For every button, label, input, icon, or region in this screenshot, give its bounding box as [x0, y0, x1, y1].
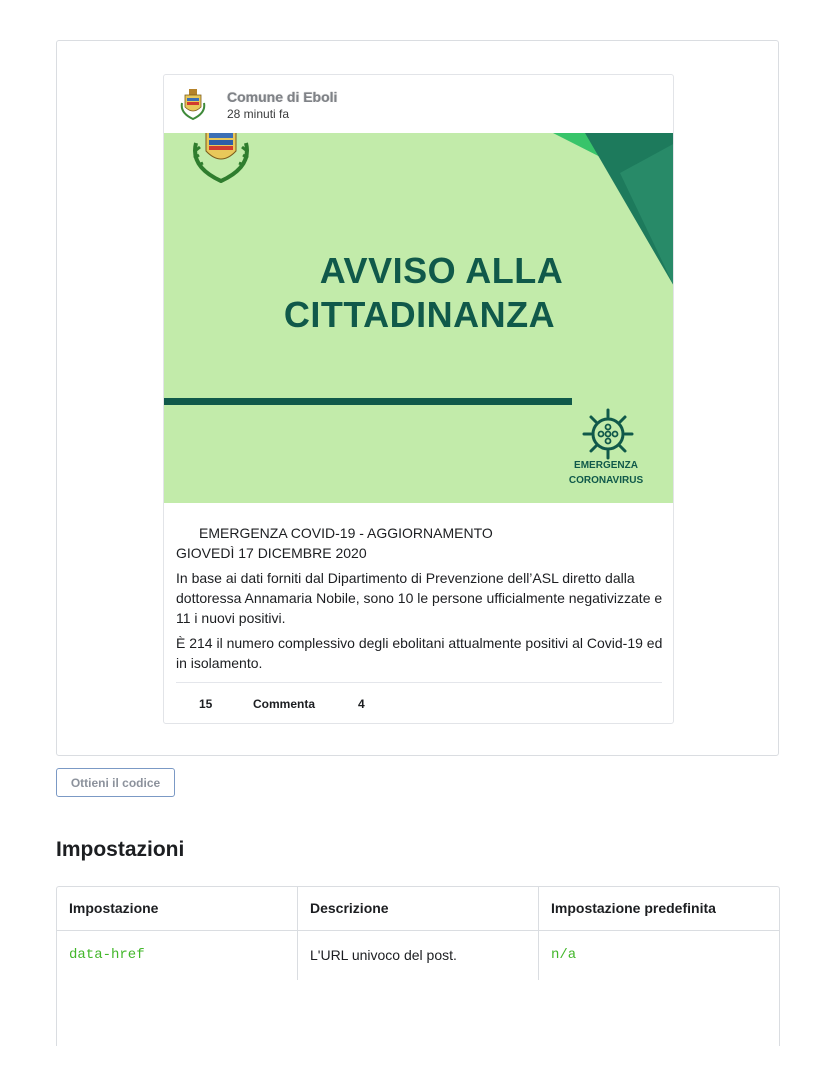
post-paragraph-2: È 214 il numero complessivo degli ebolitani attualmente positivi al Covid-19 ed in isolamento.: [176, 635, 663, 671]
post-footer: [176, 682, 662, 723]
coronavirus-icon: [582, 408, 634, 460]
page-avatar-crest-icon[interactable]: [180, 89, 206, 121]
column-header-default: Impostazione predefinita: [551, 900, 716, 916]
column-header-setting: Impostazione: [57, 887, 298, 930]
setting-description-cell: L'URL univoco del post.: [298, 930, 539, 980]
municipal-crest-icon: [190, 133, 252, 183]
get-code-button[interactable]: Ottieni il codice: [56, 768, 175, 797]
badge-emergenza: EMERGENZA: [574, 460, 638, 471]
table-header-row: [57, 887, 780, 931]
image-headline-line2: CITTADINANZA: [283, 294, 556, 335]
setting-default-cell: n/a: [551, 947, 577, 963]
settings-table: [56, 886, 780, 1046]
post-text: [176, 523, 666, 673]
comment-button[interactable]: Commenta: [253, 697, 316, 711]
post-paragraph-1: In base ai dati forniti dal Dipartimento di Prevenzione dell’ASL diretto dalla dottoressa Annamaria Nobile, sono 10 le persone ufficialmente negativizzate e 11 i nuovi positivi.: [176, 570, 663, 626]
setting-name-cell: data-href: [57, 930, 298, 980]
post-image[interactable]: [164, 133, 674, 503]
share-count[interactable]: 4: [358, 697, 365, 711]
badge-coronavirus: CORONAVIRUS: [568, 475, 644, 486]
image-headline-line1: AVVISO ALLA: [319, 250, 564, 291]
like-count[interactable]: 15: [199, 697, 213, 711]
headline-underline: [164, 398, 572, 405]
settings-heading: Impostazioni: [56, 838, 185, 861]
embed-preview-box: [56, 40, 779, 756]
post-title: EMERGENZA COVID-19 - AGGIORNAMENTO: [199, 525, 493, 541]
page-name[interactable]: Comune di Eboli: [227, 89, 338, 105]
table-row: [57, 930, 780, 980]
post-timestamp[interactable]: 28 minuti fa: [227, 107, 290, 121]
facebook-post: [163, 74, 674, 724]
post-date: GIOVEDÌ 17 DICEMBRE 2020: [176, 545, 367, 561]
post-header: [164, 75, 673, 133]
column-header-description: Descrizione: [298, 887, 539, 930]
